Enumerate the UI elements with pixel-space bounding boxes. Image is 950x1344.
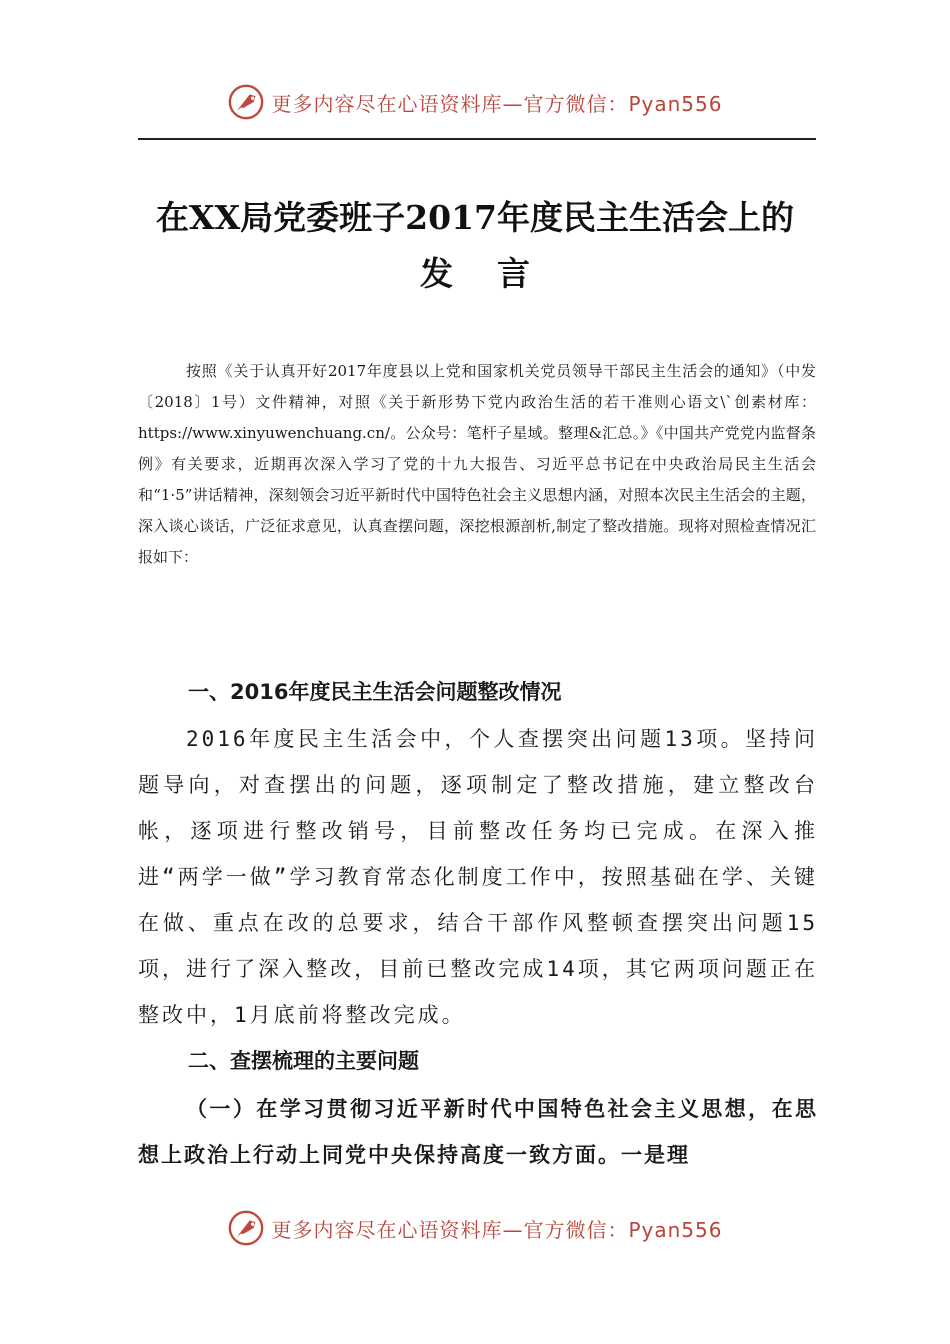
title-line-1: 在XX局党委班子2017年度民主生活会上的 (155, 198, 795, 237)
banner-text: 更多内容尽在心语资料库—官方微信：Pyan556 (271, 1217, 723, 1242)
section-2-subheading: （一）在学习贯彻习近平新时代中国特色社会主义思想，在思想上政治上行动上同党中央保持高度一致方面。一是理 (138, 1097, 818, 1167)
header-banner (0, 80, 950, 124)
section-1-body: 2016年度民主生活会中，个人查摆突出问题13项。坚持问题导向，对查摆出的问题，逐项制定了整改措施，建立整改台帐，逐项进行整改销号，目前整改任务均已完成。在深入推进“两学一做”学习教育常态化制度工作中，按照基础在学、关键在做、重点在改的总要求，结合干部作风整顿查摆突出问题15项，进行了深入整改，目前已整改完成14项，其它两项问题正在整改中，1月底前将整改完成。 (138, 727, 818, 1027)
header-divider (138, 138, 816, 140)
document-title (0, 190, 950, 302)
section-1-heading: 一、2016年度民主生活会问题整改情况 (188, 680, 562, 704)
banner-text: 更多内容尽在心语资料库—官方微信：Pyan556 (271, 91, 723, 116)
pen-nib-icon (227, 1209, 265, 1247)
title-line-2: 发言 (420, 254, 574, 293)
section-2-heading: 二、查摆梳理的主要问题 (188, 1049, 419, 1073)
pen-nib-icon (227, 83, 265, 121)
intro-paragraph: 按照《关于认真开好2017年度县以上党和国家机关党员领导干部民主生活会的通知》（中发〔2018〕1号）文件精神，对照《关于新形势下党内政治生活的若干准则心语文\`创素材库：https://www.xinyuwenchuang.cn/。公众号：笔杆子星域。整理&汇总。》《中国共产党党内监督条例》有关要求，近期再次深入学习了党的十九大报告、习近平总书记在中央政治局民主生活会和“1·5”讲话精神，深刻领会习近平新时代中国特色社会主义思想内涵，对照本次民主生活会的主题，深入谈心谈话，广泛征求意见，认真查摆问题，深挖根源剖析,制定了整改措施。现将对照检查情况汇报如下： (138, 362, 816, 566)
footer-banner (0, 1206, 950, 1250)
